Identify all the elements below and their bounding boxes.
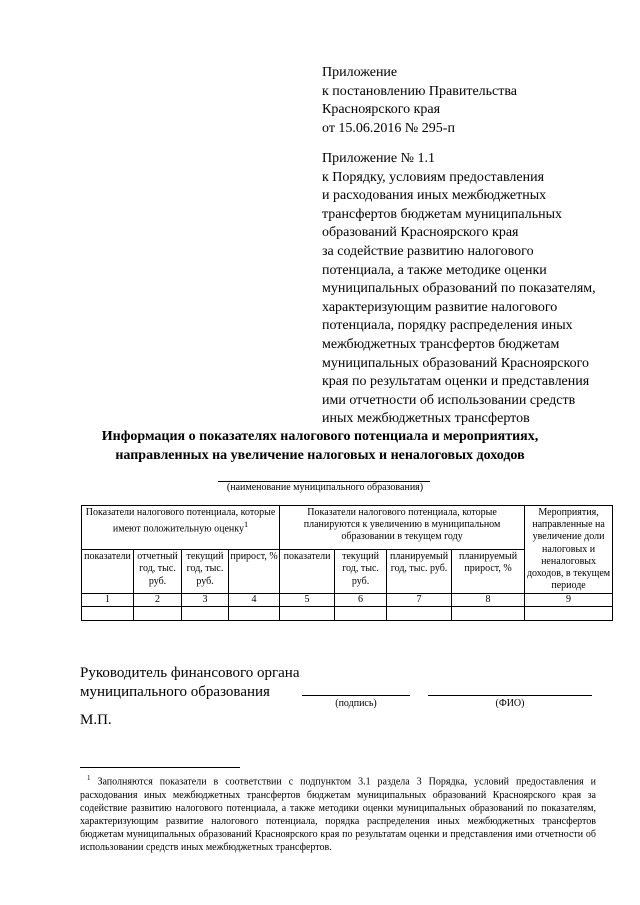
col-header: показатели bbox=[280, 550, 335, 594]
table-cell[interactable] bbox=[335, 607, 387, 621]
annex-1-1-block bbox=[322, 150, 596, 429]
col-header: планируемый год, тыс. руб. bbox=[387, 550, 452, 594]
col-number: 3 bbox=[182, 594, 229, 607]
finance-head-line-1: Руководитель финансового органа bbox=[80, 665, 300, 681]
col-number: 5 bbox=[280, 594, 335, 607]
annex2-line: межбюджетных трансфертов бюджетам bbox=[322, 336, 560, 352]
table-cell[interactable] bbox=[134, 607, 182, 621]
indicators-table bbox=[81, 505, 613, 621]
annex2-line: муниципальных образований по показателям, bbox=[322, 281, 596, 297]
col-header: планируемый прирост, % bbox=[452, 550, 525, 594]
col-number: 7 bbox=[387, 594, 452, 607]
annex-line: к постановлению Правительства bbox=[322, 83, 518, 99]
col-header: прирост, % bbox=[229, 550, 280, 594]
annex-block bbox=[322, 64, 517, 138]
col-header: текущий год, тыс. руб. bbox=[335, 550, 387, 594]
finance-head-label bbox=[80, 664, 300, 702]
signature-caption: (подпись) bbox=[335, 698, 377, 709]
document-heading bbox=[0, 428, 640, 465]
annex-line: Приложение bbox=[322, 65, 398, 80]
table-cell[interactable] bbox=[182, 607, 229, 621]
heading-line-2: направленных на увеличение налоговых и неналоговых доходов bbox=[115, 447, 525, 463]
table-row bbox=[82, 607, 613, 621]
annex2-line: характеризующим развитие налогового bbox=[322, 299, 558, 315]
annex2-line: иных межбюджетных трансфертов bbox=[322, 411, 530, 427]
table-cell[interactable] bbox=[525, 607, 613, 621]
annex2-line: края по результатам оценки и представления bbox=[322, 374, 590, 390]
col-header-measures: Мероприятия, направленные на увеличение доли налоговых и неналоговых доходов, в текущем периоде bbox=[525, 506, 613, 594]
footnote bbox=[80, 772, 596, 855]
annex2-line: ими отчетности об использовании средств bbox=[322, 392, 576, 408]
annex-line: от 15.06.2016 № 295-п bbox=[322, 120, 455, 136]
annex2-line: и расходования иных межбюджетных bbox=[322, 188, 547, 204]
table-cell[interactable] bbox=[280, 607, 335, 621]
fio-caption: (ФИО) bbox=[495, 698, 525, 709]
annex2-line: Приложение № 1.1 bbox=[322, 151, 435, 166]
finance-head-line-2: муниципального образования bbox=[80, 684, 270, 700]
col-header: текущий год, тыс. руб. bbox=[182, 550, 229, 594]
col-header: показатели bbox=[82, 550, 134, 594]
annex2-line: к Порядку, условиям предоставления bbox=[322, 169, 545, 185]
table-cell[interactable] bbox=[452, 607, 525, 621]
annex2-line: потенциала, порядку распределения иных bbox=[322, 318, 573, 334]
heading-line-1: Информация о показателях налогового потенциала и мероприятиях, bbox=[101, 429, 539, 444]
table-cell[interactable] bbox=[82, 607, 134, 621]
annex2-line: потенциала, а также методике оценки bbox=[322, 262, 547, 278]
group-header-planned: Показатели налогового потенциала, которые планируются к увеличению в муниципальном образовании в текущем году bbox=[280, 506, 525, 550]
stamp-place-label: М.П. bbox=[80, 712, 112, 728]
footnote-text: Заполняются показатели в соответствии с подпунктом 3.1 раздела 3 Порядка, условий предоставления и расходования иных межбюджетных трансфертов бюджетам муниципальных образований Красноярского края за содействие развитию налогового потенциала, а также методики оценки муниципальных образований по показателям, характеризующим развитие налогового потенциала, порядка распределения иных межбюджетных трансфертов бюджетам муниципальных образований Красноярского края по результатам оценки и представления ими отчетности об использовании средств иных межбюджетных трансфертов. bbox=[80, 776, 597, 854]
annex2-line: образований Красноярского края bbox=[322, 225, 519, 241]
table-cell[interactable] bbox=[229, 607, 280, 621]
col-number: 8 bbox=[452, 594, 525, 607]
col-number: 6 bbox=[335, 594, 387, 607]
group-header-positive: Показатели налогового потенциала, которые имеют положительную оценку$^1$ bbox=[82, 506, 280, 550]
col-number: 1 bbox=[82, 594, 134, 607]
annex2-line: за содействие развитию налогового bbox=[322, 243, 534, 259]
col-number: 2 bbox=[134, 594, 182, 607]
signature-line[interactable] bbox=[302, 695, 410, 696]
col-header: отчетный год, тыс. руб. bbox=[134, 550, 182, 594]
footnote-ref: 1 bbox=[243, 520, 249, 530]
fio-line[interactable] bbox=[428, 695, 592, 696]
municipality-caption: (наименование муниципального образования) bbox=[226, 482, 424, 493]
footnote-mark: 1 bbox=[87, 774, 91, 782]
col-number: 4 bbox=[229, 594, 280, 607]
annex-line: Красноярского края bbox=[322, 102, 441, 118]
col-number: 9 bbox=[525, 594, 613, 607]
footnote-separator bbox=[80, 767, 240, 768]
annex2-line: трансфертов бюджетам муниципальных bbox=[322, 206, 563, 222]
table-cell[interactable] bbox=[387, 607, 452, 621]
annex2-line: муниципальных образований Красноярского bbox=[322, 355, 589, 371]
